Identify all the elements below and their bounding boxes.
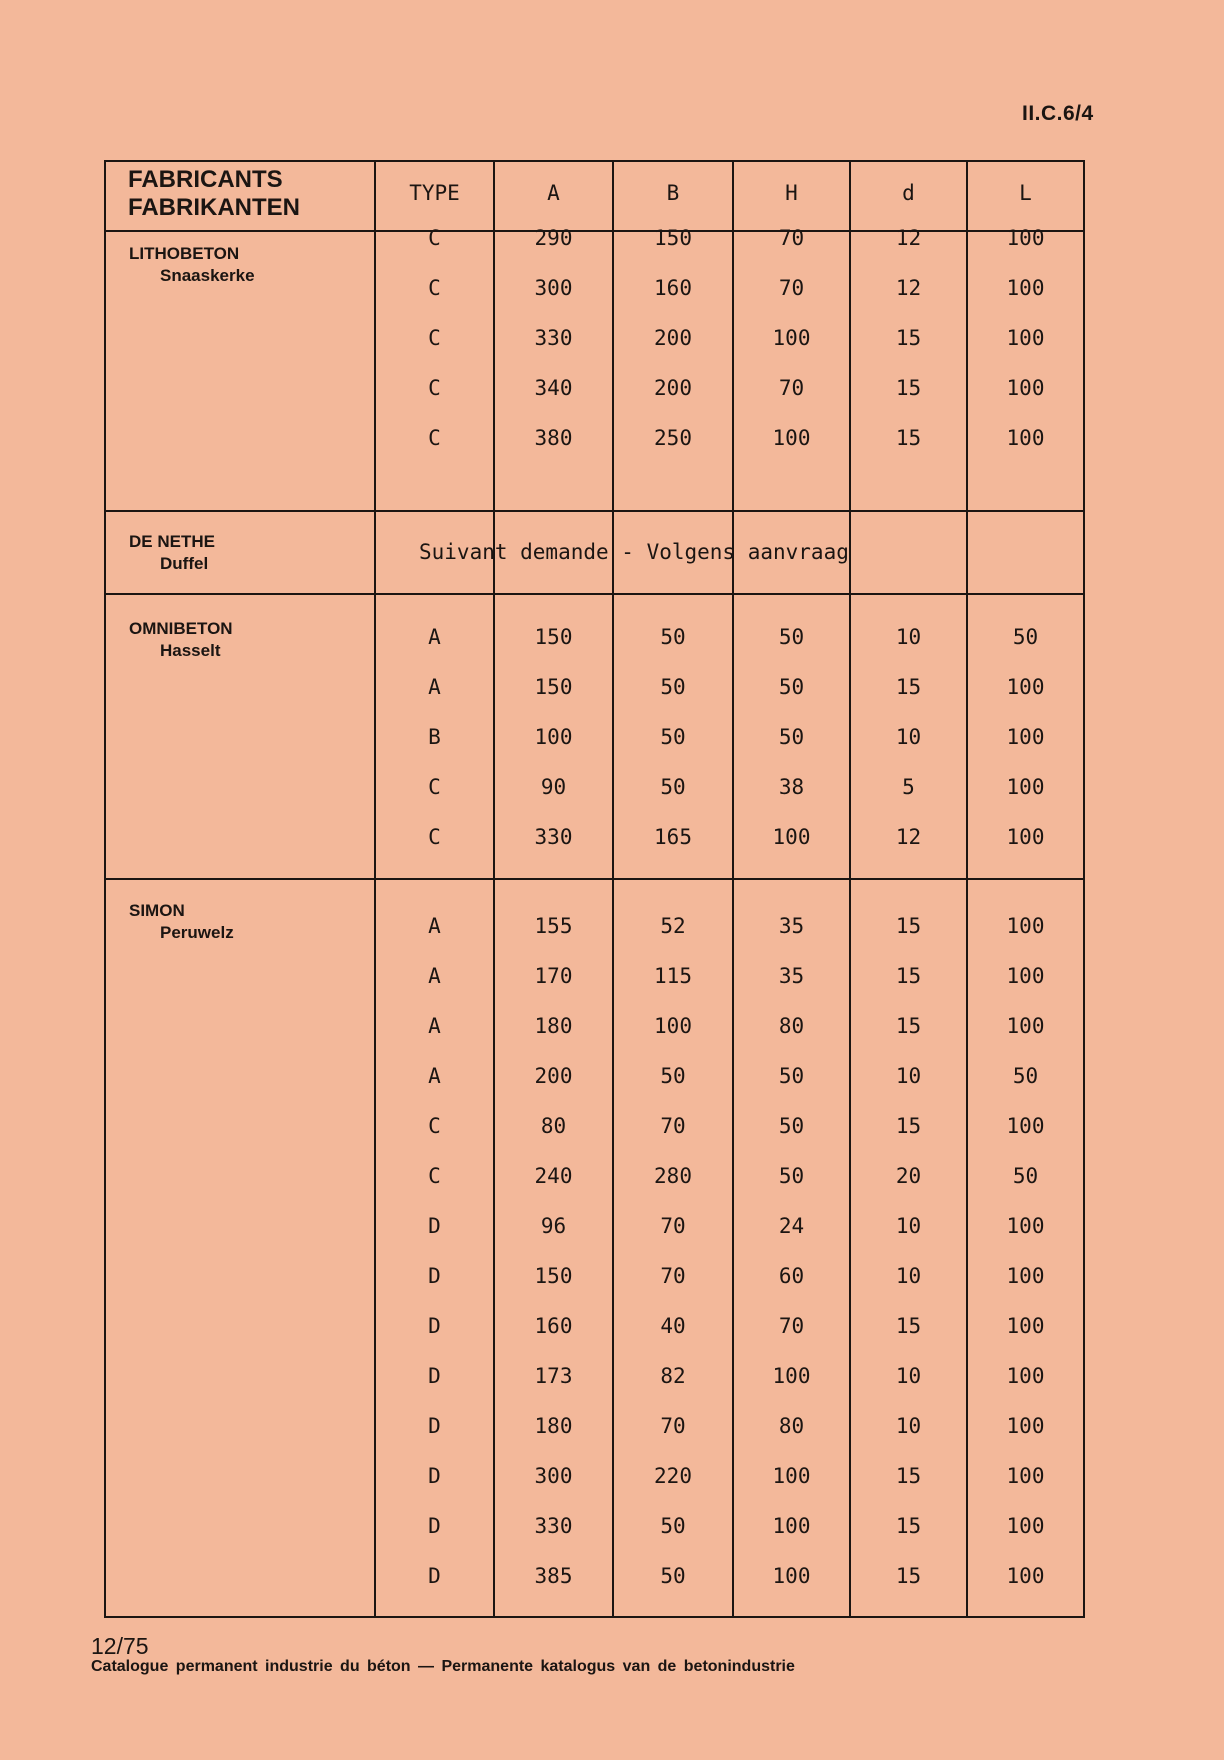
table-cell: D [428,1364,441,1388]
table-cell: 50 [1012,1064,1039,1088]
table-cell: 12 [895,226,922,250]
table-cell: 150 [534,1264,573,1288]
table-cell: 82 [660,1364,686,1388]
manufacturer-name: LITHOBETON [129,244,240,263]
table-cell: 15 [895,1514,922,1538]
table-cell: D [428,1314,441,1338]
table-cell: 50 [660,775,686,799]
table-cell: C [428,1164,441,1188]
table-cell: C [428,1114,441,1138]
manufacturer-city: Duffel [160,554,209,573]
table-cell: 100 [772,1464,811,1488]
table-cell: 70 [660,1114,686,1138]
table-cell: 100 [1006,276,1045,300]
table-top-border [104,160,1085,162]
table-cell: 170 [534,964,573,988]
table-cell: 96 [540,1214,567,1238]
table-cell: 385 [534,1564,573,1588]
table-cell: A [428,1064,441,1088]
manufacturer-name: OMNIBETON [129,619,233,638]
table-cell: 10 [895,725,922,749]
table-cell: 100 [534,725,573,749]
table-cell: 50 [778,675,805,699]
table-cell: 15 [895,1564,922,1588]
table-cell: 15 [895,1114,922,1138]
table-cell: 200 [654,376,692,400]
table-cell: 180 [534,1014,573,1038]
table-cell: 100 [1006,1364,1045,1388]
availability-note: Suivant demande - Volgens aanvraag [419,540,849,564]
table-cell: 100 [1006,964,1045,988]
column-header-type: TYPE [409,181,460,205]
table-cell: 35 [778,914,805,938]
table-cell: A [428,625,441,649]
table-cell: 100 [1006,426,1045,450]
table-cell: 80 [540,1114,567,1138]
table-right-border [1083,160,1085,1618]
table-cell: 52 [660,914,686,938]
table-cell: 100 [1006,1464,1045,1488]
table-cell: 15 [895,326,922,350]
table-cell: 155 [534,914,573,938]
table-cell: C [428,326,441,350]
table-cell: 20 [895,1164,922,1188]
table-cell: 100 [1006,1564,1045,1588]
table-cell: 10 [895,625,922,649]
section-separator [104,593,1085,595]
table-cell: 50 [1012,625,1039,649]
catalogue-footer: Catalogue permanent industrie du béton — Permanente katalogus van de betonindustrie [91,1658,795,1675]
table-cell: 70 [778,1314,805,1338]
column-header-b: B [666,181,680,205]
table-cell: 240 [534,1164,573,1188]
section-separator [104,510,1085,512]
table-cell: 100 [1006,326,1045,350]
table-cell: 340 [534,376,573,400]
table-cell: D [428,1214,441,1238]
table-cell: 165 [654,825,692,849]
table-cell: 100 [772,326,811,350]
table-cell: 40 [660,1314,686,1338]
table-cell: D [428,1564,441,1588]
table-cell: 70 [778,376,805,400]
table-cell: 100 [1006,226,1045,250]
table-cell: 330 [534,326,573,350]
table-cell: 15 [895,675,922,699]
table-cell: 10 [895,1264,922,1288]
table-cell: 50 [660,725,686,749]
table-cell: 10 [895,1414,922,1438]
table-cell: 300 [534,276,573,300]
table-cell: 100 [1006,1014,1045,1038]
table-cell: 50 [660,1564,686,1588]
table-cell: D [428,1414,441,1438]
table-cell: 100 [1006,1114,1045,1138]
table-cell: 80 [778,1414,805,1438]
table-cell: 50 [778,1114,805,1138]
table-cell: 10 [895,1364,922,1388]
page-reference: II.C.6/4 [1022,102,1094,125]
table-cell: 100 [1006,1214,1045,1238]
table-cell: 50 [660,1064,686,1088]
manufacturer-city: Snaaskerke [160,266,255,285]
table-cell: 150 [534,675,573,699]
table-cell: 100 [1006,825,1045,849]
table-cell: C [428,226,441,250]
table-cell: 160 [654,276,692,300]
table-cell: 250 [654,426,692,450]
table-cell: 70 [778,226,805,250]
table-cell: 50 [660,675,686,699]
table-cell: C [428,276,441,300]
table-cell: 70 [660,1264,686,1288]
table-cell: 330 [534,825,573,849]
table-cell: 380 [534,426,573,450]
table-cell: 15 [895,1314,922,1338]
table-cell: 35 [778,964,805,988]
page-number: 12/75 [91,1633,149,1659]
table-cell: D [428,1264,441,1288]
column-header-l: L [1019,181,1032,205]
table-cell: 280 [654,1164,692,1188]
table-cell: 100 [1006,914,1045,938]
table-cell: 100 [1006,1314,1045,1338]
table-cell: 80 [778,1014,805,1038]
table-left-border [104,160,106,1618]
table-cell: 200 [654,326,692,350]
table-bottom-border [104,1616,1085,1618]
header-fabrikanten-nl: FABRIKANTEN [128,194,300,221]
table-cell: 15 [895,914,922,938]
table-cell: 12 [895,825,922,849]
table-cell: 50 [778,725,805,749]
table-cell: 300 [534,1464,573,1488]
table-cell: 100 [772,1514,811,1538]
table-cell: 50 [778,1164,805,1188]
table-cell: 10 [895,1214,922,1238]
table-cell: 220 [654,1464,692,1488]
manufacturer-city: Hasselt [160,641,221,660]
table-cell: 173 [534,1364,573,1388]
table-cell: 24 [778,1214,805,1238]
header-fabricants-fr: FABRICANTS [128,166,283,193]
table-cell: 15 [895,1014,922,1038]
table-cell: 100 [772,825,811,849]
table-cell: D [428,1514,441,1538]
table-cell: 100 [1006,376,1045,400]
table-cell: 50 [1012,1164,1039,1188]
table-cell: 100 [772,1564,811,1588]
table-cell: 70 [778,276,805,300]
table-cell: 38 [778,775,805,799]
table-cell: 70 [660,1214,686,1238]
table-cell: A [428,1014,441,1038]
table-cell: 90 [540,775,567,799]
table-cell: 50 [778,1064,805,1088]
table-cell: B [428,725,441,749]
section-separator [104,878,1085,880]
table-cell: D [428,1464,441,1488]
table-cell: 15 [895,964,922,988]
table-cell: 15 [895,376,922,400]
table-cell: 150 [654,226,692,250]
table-cell: 100 [1006,1514,1045,1538]
table-cell: 100 [772,1364,811,1388]
table-cell: 50 [778,625,805,649]
column-header-d: d [902,181,915,205]
table-cell: A [428,675,441,699]
table-cell: 12 [895,276,922,300]
manufacturer-name: SIMON [129,901,185,920]
table-cell: A [428,914,441,938]
table-cell: 10 [895,1064,922,1088]
column-header-h: H [785,181,798,205]
table-cell: 115 [654,964,692,988]
table-cell: 330 [534,1514,573,1538]
table-cell: 100 [1006,775,1045,799]
table-cell: 100 [1006,725,1045,749]
table-cell: C [428,426,441,450]
table-cell: 150 [534,625,573,649]
manufacturers-table [104,160,1085,1618]
table-cell: 60 [778,1264,805,1288]
table-cell: 100 [1006,1264,1045,1288]
table-cell: 100 [1006,675,1045,699]
table-cell: 50 [660,1514,686,1538]
table-cell: A [428,964,441,988]
table-cell: 290 [534,226,573,250]
table-cell: 100 [1006,1414,1045,1438]
column-header-a: A [547,181,560,205]
table-cell: 160 [534,1314,573,1338]
table-cell: 70 [660,1414,686,1438]
table-cell: 200 [534,1064,573,1088]
manufacturer-name: DE NETHE [129,532,215,551]
table-cell: 180 [534,1414,573,1438]
header-fabricants [128,166,300,222]
table-cell: C [428,825,441,849]
table-cell: 5 [902,775,915,799]
table-cell: C [428,775,441,799]
table-cell: 50 [660,625,686,649]
manufacturer-city: Peruwelz [160,923,234,942]
table-cell: C [428,376,441,400]
table-cell: 15 [895,1464,922,1488]
table-cell: 100 [654,1014,692,1038]
table-cell: 100 [772,426,811,450]
table-cell: 15 [895,426,922,450]
